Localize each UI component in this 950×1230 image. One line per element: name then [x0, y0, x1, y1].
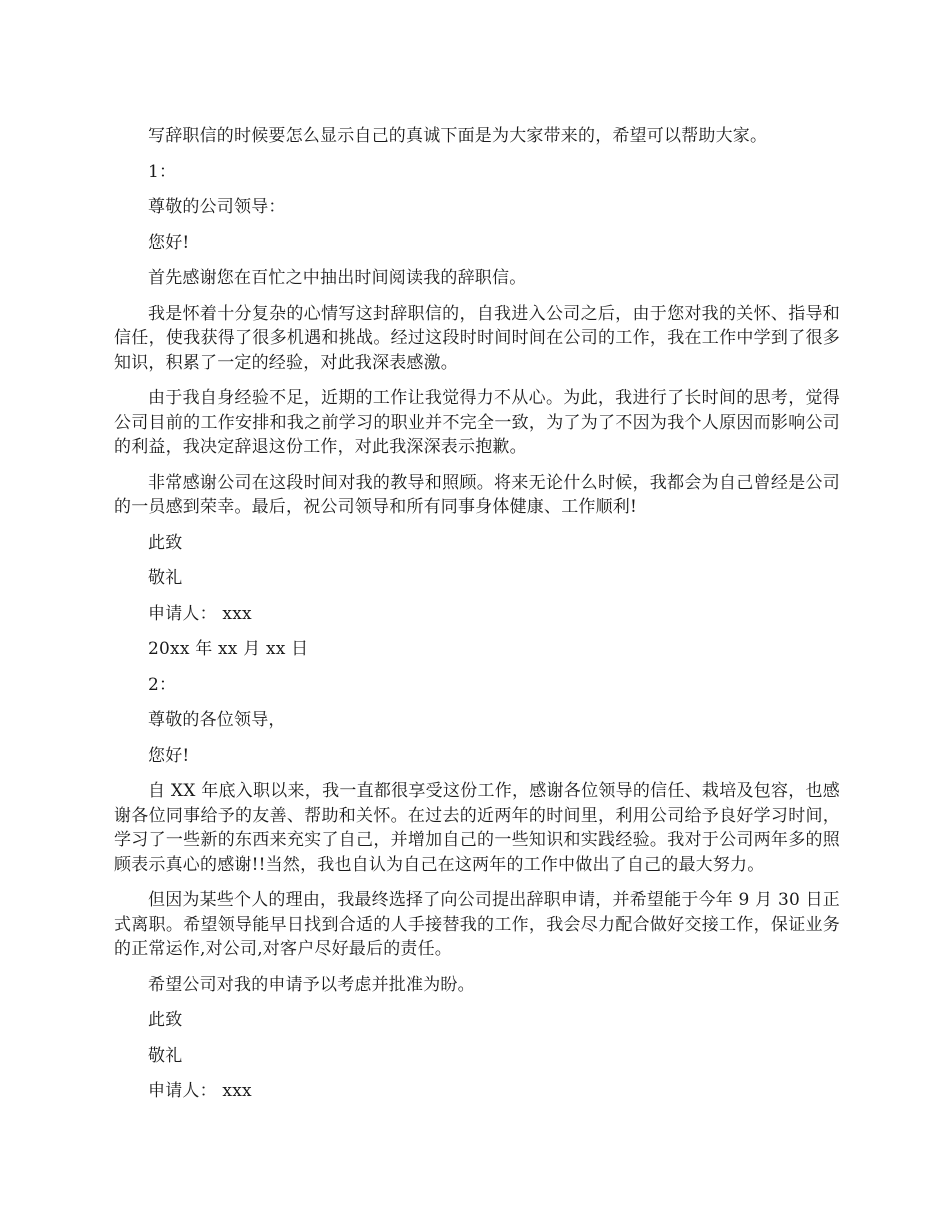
closing-phrase: 此致 [148, 532, 183, 553]
body-paragraph: 希望公司对我的申请予以考虑并批准为盼。 [148, 974, 475, 995]
body-paragraph: 自 XX 年底入职以来，我一直都很享受这份工作，感谢各位领导的信任、栽培及包容，也感谢各位同事给予的友善、帮助和关怀。在过去的近两年的时间里，利用公司给予良好学习时间，学习了一些新的东西来充实了自己，并增加自己的一些知识和实践经验。我对于公司两年多的照顾表示真心的感谢!!当然，我也自认为自己在这两年的工作中做出了自己的最大努力。 [114, 781, 840, 875]
greeting: 您好! [148, 232, 190, 253]
closing-regards: 敬礼 [148, 1045, 183, 1066]
applicant-line: 申请人： xxx [148, 1081, 252, 1101]
intro-paragraph: 写辞职信的时候要怎么显示自己的真诚下面是为大家带来的，希望可以帮助大家。 [148, 126, 768, 146]
section-number: 1： [148, 161, 177, 182]
closing-phrase: 此致 [148, 1010, 183, 1030]
applicant-line: 申请人： xxx [148, 603, 252, 624]
document-body [114, 124, 840, 1104]
closing-regards: 敬礼 [148, 568, 183, 588]
body-paragraph: 首先感谢您在百忙之中抽出时间阅读我的辞职信。 [148, 268, 527, 288]
salutation: 尊敬的公司领导： [148, 197, 286, 217]
body-paragraph: 由于我自身经验不足，近期的工作让我觉得力不从心。为此，我进行了长时间的思考，觉得公司目前的工作安排和我之前学习的职业并不完全一致，为了为了不因为我个人原因而影响公司的利益，我决定辞退这份工作，对此我深深表示抱歉。 [114, 388, 840, 457]
salutation: 尊敬的各位领导， [148, 710, 286, 730]
body-paragraph: 但因为某些个人的理由，我最终选择了向公司提出辞职申请，并希望能于今年 9 月 30 日正式离职。希望领导能早日找到合适的人手接替我的工作，我会尽力配合做好交接工作，保证业务的正常运作,对公司,对客户尽好最后的责任。 [114, 890, 840, 959]
body-paragraph: 我是怀着十分复杂的心情写这封辞职信的，自我进入公司之后，由于您对我的关怀、指导和信任，使我获得了很多机遇和挑战。经过这段时时间时间在公司的工作，我在工作中学到了很多知识，积累了一定的经验，对此我深表感激。 [114, 303, 840, 373]
greeting: 您好! [148, 745, 190, 766]
body-paragraph: 非常感谢公司在这段时间对我的教导和照顾。将来无论什么时候，我都会为自己曾经是公司的一员感到荣幸。最后，祝公司领导和所有同事身体健康、工作顺利! [114, 472, 840, 517]
date-line: 20xx 年 xx 月 xx 日 [148, 639, 309, 659]
section-number: 2： [148, 674, 177, 695]
